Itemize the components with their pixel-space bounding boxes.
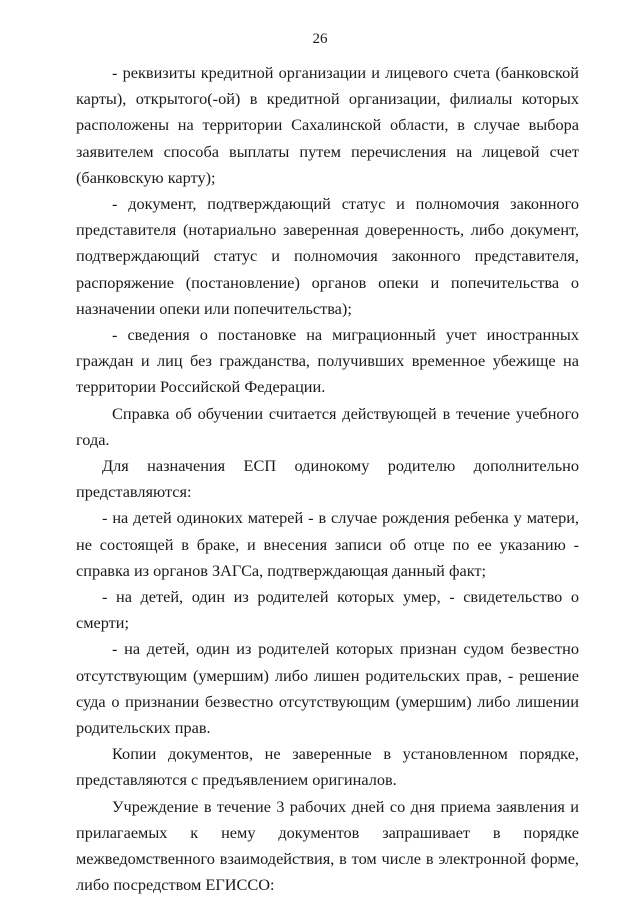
paragraph-migration-registration: - сведения о постановке на миграционный учет иностранных граждан и лиц без гражданства, получивших временное убежище на территории Российской Федерации.: [76, 325, 579, 397]
page-number: 26: [312, 31, 328, 47]
paragraph-deceased-parent: - на детей, один из родителей которых умер, - свидетельство о смерти;: [76, 587, 579, 633]
paragraph-copies: Копии документов, не заверенные в установленном порядке, представляются с предъявлением оригиналов.: [76, 744, 579, 790]
paragraph-study-certificate: Справка об обучении считается действующей в течение учебного года.: [76, 403, 579, 449]
paragraph-interagency-request: Учреждение в течение 3 рабочих дней со дня приема заявления и прилагаемых к нему документов запрашивает в порядке межведомственного взаимодействия, в том числе в электронной форме, либо посредством ЕГИССО:: [76, 796, 579, 895]
paragraph-bank-details: - реквизиты кредитной организации и лицевого счета (банковской карты), открытого(-ой) в кредитной организации, филиалы которых расположены на территории Сахалинской области, в случае выбора заявителем способа выплаты путем перечисления на лицевой счет (банковскую карту);: [76, 63, 579, 187]
paragraph-missing-parent: - на детей, один из родителей которых признан судом безвестно отсутствующим (умершим) либо лишен родительских прав, - решение суда о признании безвестно отсутствующим (умершим) либо лишении родительских прав.: [76, 639, 579, 738]
paragraph-single-mothers: - на детей одиноких матерей - в случае рождения ребенка у матери, не состоящей в браке, и внесения записи об отце по ее указанию - справка из органов ЗАГСа, подтверждающая данный факт;: [76, 508, 579, 580]
paragraph-representative-document: - документ, подтверждающий статус и полномочия законного представителя (нотариально заверенная доверенность, либо документ, подтверждающий статус и полномочия законного представителя, распоряжение (постановление) органов опеки и попечительства о назначении опеки или попечительства);: [76, 194, 579, 318]
document-body: [76, 60, 579, 899]
paragraph-single-parent-intro: Для назначения ЕСП одинокому родителю дополнительно представляются:: [76, 456, 579, 502]
